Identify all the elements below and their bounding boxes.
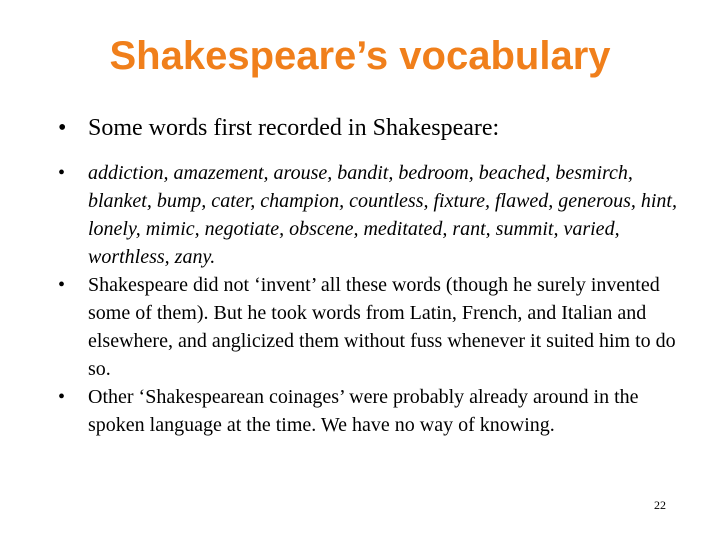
bullet-text: Shakespeare did not ‘invent’ all these words (though he surely invented some of them). But he took words from Latin, French, and Italian and elsewhere, and anglicized them without fuss whenever it suited him to do so. [88, 274, 676, 380]
page-number: 22 [654, 498, 666, 512]
bullet-text: Other ‘Shakespearean coinages’ were probably already around in the spoken language at the time. We have no way of knowing. [88, 386, 639, 436]
bullet-list [58, 113, 678, 439]
bullet-item-word-list [58, 159, 678, 271]
bullet-item-not-invent [58, 271, 678, 383]
slide-title: Shakespeare’s vocabulary [109, 34, 611, 78]
bullet-icon: • [58, 115, 67, 141]
bullet-text: addiction, amazement, arouse, bandit, bedroom, beached, besmirch, blanket, bump, cater, champion, countless, fixture, flawed, generous, hint, lonely, mimic, negotiate, obscene, meditated, rant, summit, varied, worthless, zany. [88, 162, 677, 268]
bullet-item-first-recorded [58, 113, 678, 143]
bullet-icon: • [58, 162, 66, 184]
bullet-icon: • [58, 386, 66, 408]
bullet-text: Some words first recorded in Shakespeare: [88, 115, 500, 141]
bullet-icon: • [58, 274, 66, 296]
bullet-item-other-coinages [58, 383, 678, 439]
